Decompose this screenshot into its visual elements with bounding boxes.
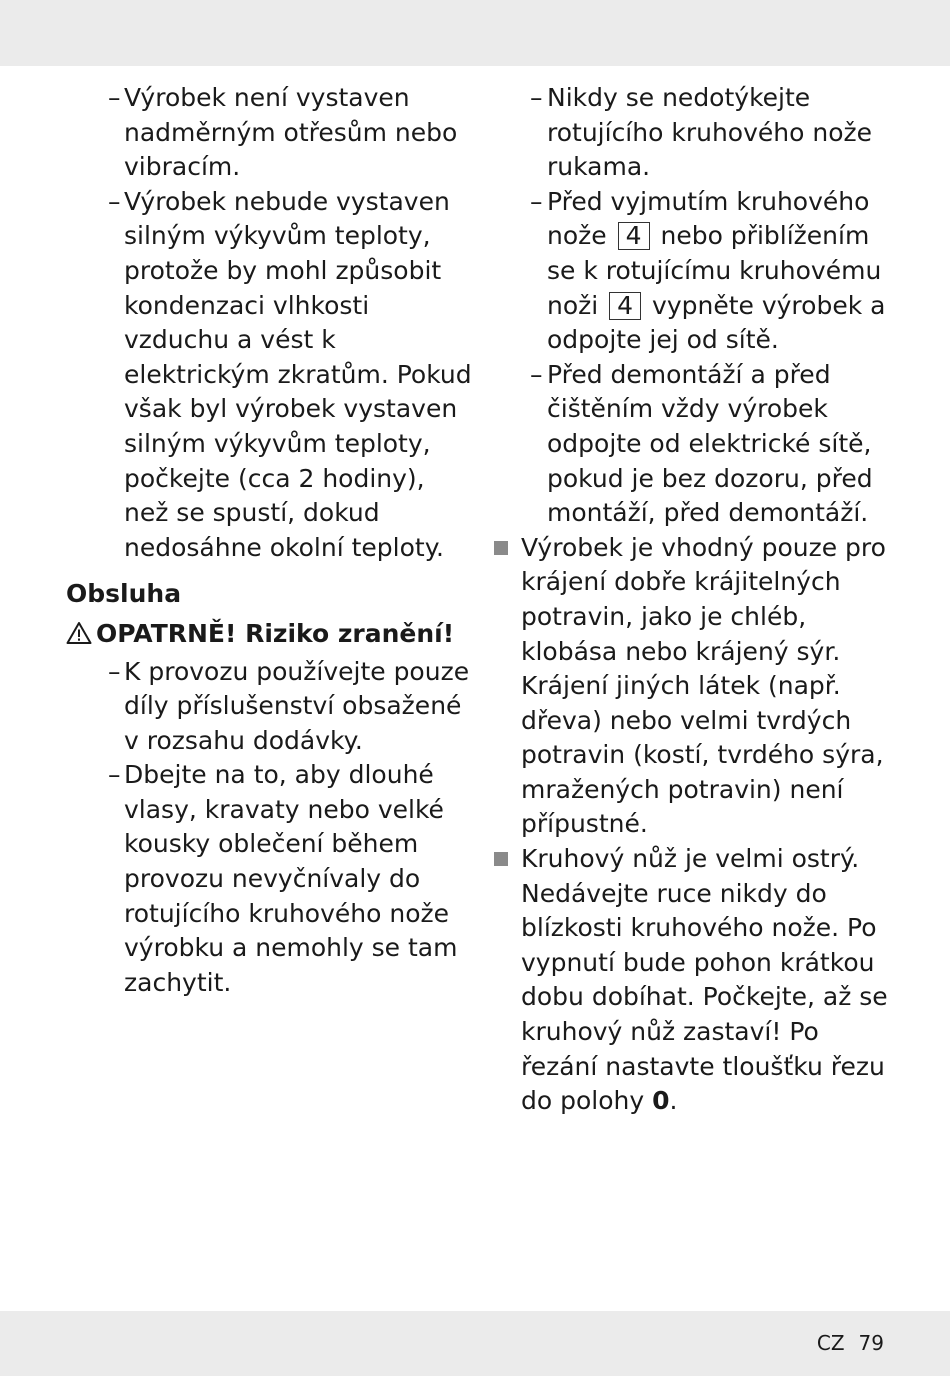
list-item: – Výrobek není vystaven nadměrným otřesům nebo vibracím.: [108, 83, 458, 182]
part-reference-box: 4: [609, 292, 641, 320]
dash-marker: –: [108, 186, 121, 216]
dash-marker: –: [530, 359, 543, 389]
list-item: – Dbejte na to, aby dlouhé vlasy, kravaty nebo velké kousky oblečení během provozu nevyčnívaly do rotujícího kruhového nože výrobku a nemohly se tam zachytit.: [108, 760, 458, 997]
page-footer-band: [0, 1311, 950, 1376]
dash-marker: –: [108, 83, 121, 112]
section-heading: Obsluha: [66, 579, 182, 609]
list-item: – Před demontáží a před čištěním vždy výrobek odpojte od elektrické sítě, pokud je bez dozoru, před montáží, před demontáží.: [530, 359, 873, 528]
list-item: – Nikdy se nedotýkejte rotujícího kruhového nože rukama.: [530, 83, 872, 182]
list-item: – K provozu používejte pouze díly příslušenství obsažené v rozsahu dodávky.: [108, 656, 470, 755]
right-column: [494, 81, 894, 1119]
language-code: CZ: [816, 1331, 845, 1355]
position-value: 0: [652, 1086, 670, 1116]
dash-marker: –: [108, 656, 121, 686]
warning-triangle-icon: [66, 620, 92, 655]
square-bullet-icon: [494, 852, 508, 866]
bullet-item: Výrobek je vhodný pouze pro krájení dobře krájitelných potravin, jako je chléb, klobása nebo krájený sýr. Krájení jiných látek (např. dřeva) nebo velmi tvrdých potravin (kostí, tvrdého sýra, mražených potravin) není přípustné.: [494, 531, 894, 842]
list-item: – Před vyjmutím kruhového nože 4 nebo přiblížením se k rotujícímu kruhovému noži 4 vypněte výrobek a odpojte jej od sítě.: [530, 186, 886, 355]
dash-marker: –: [530, 186, 543, 216]
page-footer: [817, 1329, 884, 1357]
page-header-band: [0, 0, 950, 66]
list-item: – Výrobek nebude vystaven silným výkyvům teploty, protože by mohl způsobit kondenzaci vlhkosti vzduchu a vést k elektrickým zkratům. Pokud však byl výrobek vystaven silným výkyvům teploty, počkejte (cca 2 hodiny), než se spustí, dokud nedosáhne okolní teploty.: [108, 186, 472, 562]
warning-text: OPATRNĚ! Riziko zranění!: [96, 618, 455, 648]
page-number: 79: [858, 1331, 884, 1355]
dash-marker: –: [108, 760, 121, 790]
bullet-item: Kruhový nůž je velmi ostrý. Nedávejte ruce nikdy do blízkosti kruhového nože. Po vypnutí bude pohon krátkou dobu dobíhat. Počkejte, až se kruhový nůž zastaví! Po řezání nastavte tloušťku řezu do polohy 0.: [494, 842, 894, 1119]
dash-marker: –: [530, 83, 543, 112]
warning-line: [66, 617, 476, 655]
part-reference-box: 4: [618, 222, 650, 250]
square-bullet-icon: [494, 541, 508, 555]
left-column: [66, 81, 476, 1000]
